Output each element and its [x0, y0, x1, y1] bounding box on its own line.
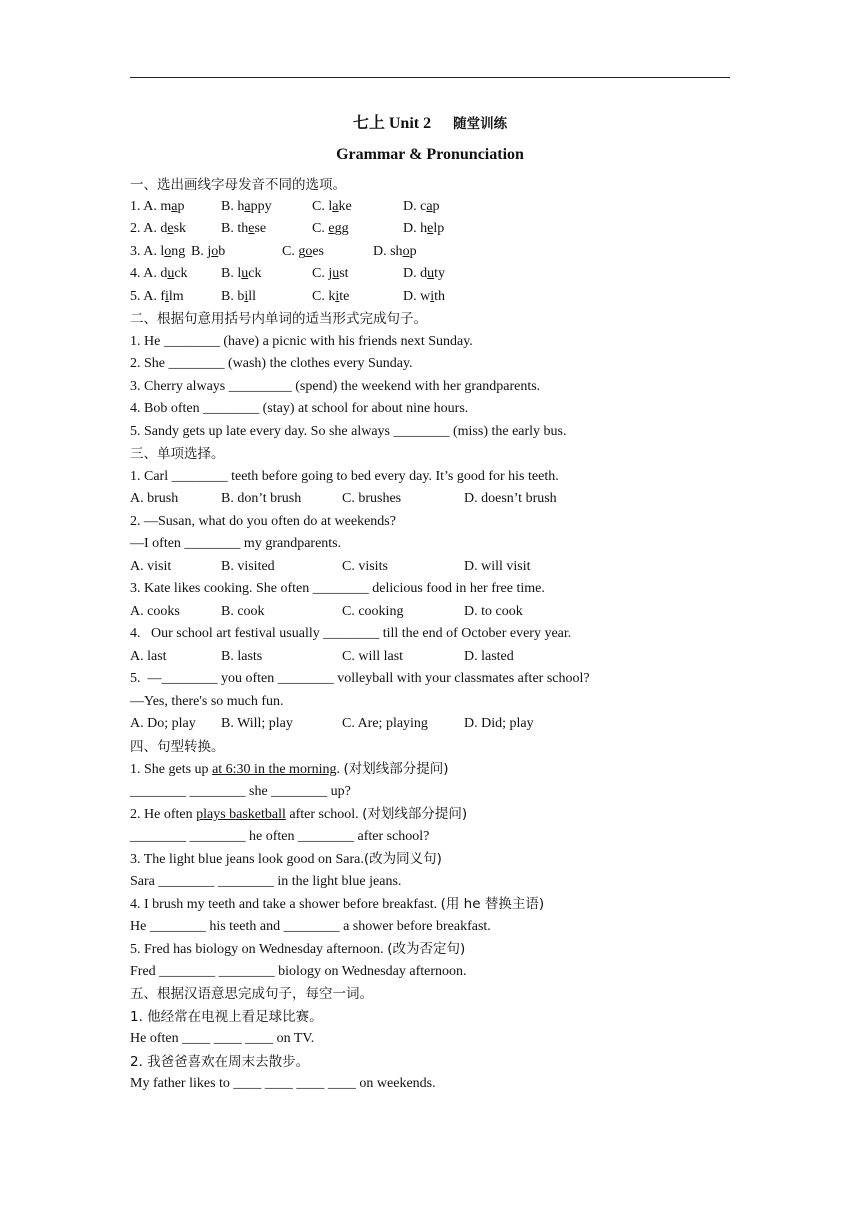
option-c: C. goes — [282, 244, 325, 259]
option-a: 2. A. desk — [130, 221, 187, 236]
option-d: D. shop — [373, 244, 417, 259]
section-3-heading: 三、单项选择。 — [130, 446, 225, 462]
option-d: D. duty — [403, 266, 446, 281]
transform-3: 3. The light blue jeans look good on Sara.(改为同义句) — [130, 851, 442, 867]
page-title — [0, 110, 860, 133]
mc-question-3: 3. Kate likes cooking. She often ________ delicious food in her free time. — [130, 581, 545, 596]
mc-question-1: 1. Carl ________ teeth before going to bed every day. It’s good for his teeth. — [130, 469, 559, 484]
verb-question-3: 3. Cherry always _________ (spend) the weekend with her grandparents. — [130, 379, 541, 394]
option-a: 4. A. duck — [130, 266, 188, 281]
option-c: C. just — [312, 266, 349, 281]
english-sentence-2: My father likes to ____ ____ ____ ____ on weekends. — [130, 1076, 436, 1091]
section-2-heading: 二、根据句意用括号内单词的适当形式完成句子。 — [130, 311, 427, 327]
option-b: B. these — [221, 221, 267, 236]
option-a: 1. A. map — [130, 199, 185, 214]
mc-question-4: 4. Our school art festival usually ________ till the end of October every year. — [130, 626, 572, 641]
option-a: 5. A. film — [130, 289, 184, 304]
section-1-heading: 一、选出画线字母发音不同的选项。 — [130, 177, 346, 193]
verb-question-5: 5. Sandy gets up late every day. So she always ________ (miss) the early bus. — [130, 424, 567, 439]
transform-2: 2. He often plays basketball after school. (对划线部分提问) — [130, 806, 468, 822]
option-c: C. egg — [312, 221, 349, 236]
section-5-heading: 五、根据汉语意思完成句子，每空一词。 — [130, 986, 373, 1002]
transform-5-answer: Fred ________ ________ biology on Wednesday afternoon. — [130, 964, 467, 979]
transform-2-answer: ________ ________ he often ________ after school? — [130, 829, 430, 844]
verb-question-1: 1. He ________ (have) a picnic with his friends next Sunday. — [130, 334, 473, 349]
english-sentence-1: He often ____ ____ ____ on TV. — [130, 1031, 315, 1046]
option-b: B. job — [191, 244, 226, 259]
option-c: C. kite — [312, 289, 350, 304]
option-d: D. help — [403, 221, 445, 236]
option-a: 3. A. long — [130, 244, 186, 259]
section-4-heading: 四、句型转换。 — [130, 739, 225, 755]
top-rule — [130, 77, 730, 78]
mc-question-5-reply: —Yes, there's so much fun. — [130, 694, 284, 709]
title-main: 七上 Unit 2 — [352, 115, 432, 132]
option-c: C. lake — [312, 199, 352, 214]
mc-question-2-reply: —I often ________ my grandparents. — [130, 536, 342, 551]
verb-question-2: 2. She ________ (wash) the clothes every Sunday. — [130, 356, 413, 371]
mc-question-2: 2. —Susan, what do you often do at weekends? — [130, 514, 396, 529]
transform-1: 1. She gets up at 6:30 in the morning. (对划线部分提问) — [130, 761, 449, 777]
transform-5: 5. Fred has biology on Wednesday afternoon. (改为否定句) — [130, 941, 466, 957]
mc-question-5: 5. —________ you often ________ volleyball with your classmates after school? — [130, 671, 590, 686]
option-b: B. happy — [221, 199, 272, 214]
option-d: D. with — [403, 289, 446, 304]
transform-4: 4. I brush my teeth and take a shower before breakfast. (用 he 替换主语) — [130, 896, 545, 912]
transform-1-answer: ________ ________ she ________ up? — [130, 784, 351, 799]
title-sub: 随堂训练 — [453, 116, 508, 132]
option-b: B. bill — [221, 289, 257, 304]
option-b: B. luck — [221, 266, 262, 281]
chinese-sentence-1: 1. 他经常在电视上看足球比赛。 — [130, 1009, 323, 1025]
verb-question-4: 4. Bob often ________ (stay) at school for about nine hours. — [130, 401, 469, 416]
transform-3-answer: Sara ________ ________ in the light blue jeans. — [130, 874, 402, 889]
page-subtitle: Grammar & Pronunciation — [336, 146, 524, 163]
option-d: D. cap — [403, 199, 440, 214]
transform-4-answer: He ________ his teeth and ________ a shower before breakfast. — [130, 919, 491, 934]
chinese-sentence-2: 2. 我爸爸喜欢在周末去散步。 — [130, 1054, 310, 1070]
